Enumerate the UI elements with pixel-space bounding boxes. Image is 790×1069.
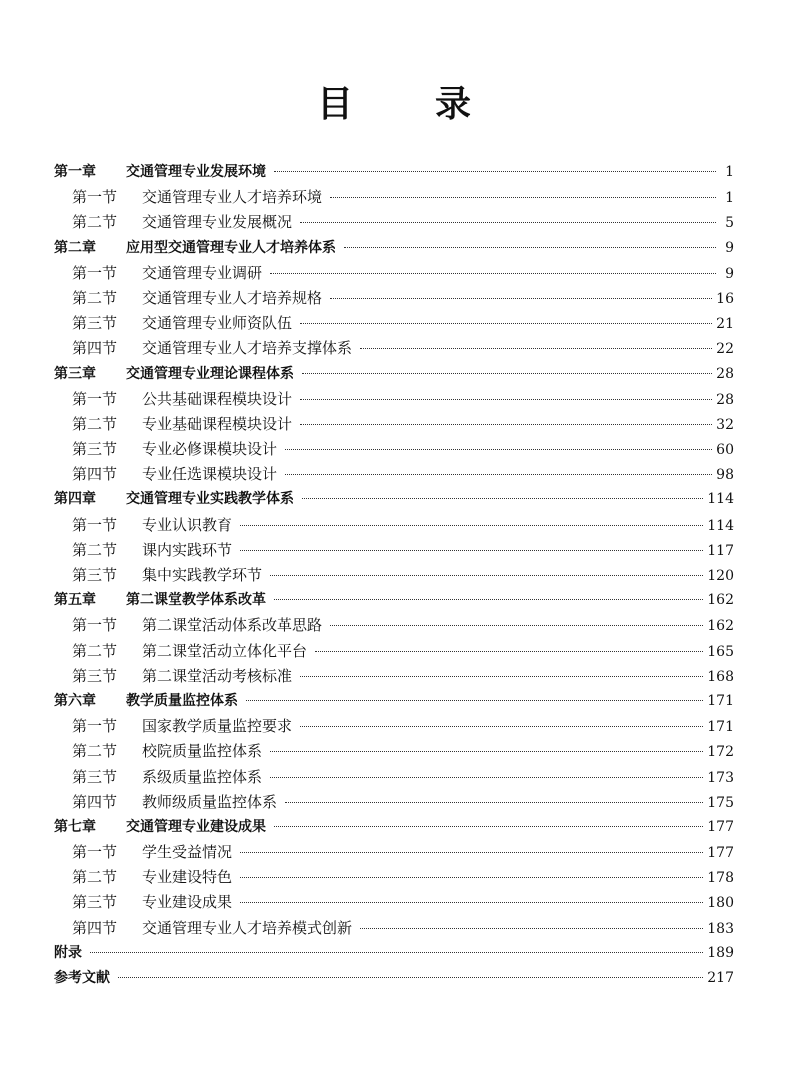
dot-leader [302, 498, 703, 499]
dot-leader [274, 599, 703, 600]
toc-entry-title: 第二课堂教学体系改革 [126, 592, 266, 609]
toc-entry-number: 第四章 [54, 491, 96, 508]
toc-section-entry[interactable] [54, 210, 734, 235]
toc-entry-number: 第三节 [72, 566, 118, 584]
toc-entry-page-number: 22 [716, 341, 734, 358]
toc-entry-page-number: 98 [716, 467, 734, 484]
toc-entry-number: 第五章 [54, 592, 96, 609]
toc-entry-number: 第二节 [72, 641, 118, 660]
toc-entry-number: 第三节 [72, 314, 118, 333]
toc-entry-title: 交通管理专业理论课程体系 [126, 365, 294, 382]
toc-entry-number: 第六章 [54, 692, 96, 709]
dot-leader [246, 700, 703, 701]
toc-section-entry[interactable] [54, 462, 734, 487]
toc-entry-page-number: 189 [707, 944, 734, 961]
toc-section-entry[interactable] [54, 739, 734, 764]
table-of-contents [54, 160, 734, 991]
toc-entry-title: 专业任选课模块设计 [142, 465, 278, 484]
toc-chapter-entry[interactable] [54, 941, 734, 966]
toc-entry-title: 专业必修课模块设计 [142, 440, 278, 459]
toc-entry-title: 附录 [54, 944, 82, 961]
toc-entry-number: 第二节 [72, 213, 118, 232]
toc-section-entry[interactable] [54, 261, 734, 286]
toc-entry-title: 专业建设特色 [142, 868, 233, 887]
dot-leader [330, 298, 712, 299]
toc-entry-number: 第四节 [72, 918, 118, 937]
toc-chapter-entry[interactable] [54, 362, 734, 387]
toc-entry-title: 专业认识教育 [142, 515, 233, 534]
toc-entry-number: 第三章 [54, 365, 96, 382]
toc-entry-number: 第四节 [72, 465, 118, 484]
toc-section-entry[interactable] [54, 639, 734, 664]
toc-entry-number: 第四节 [72, 339, 118, 358]
dot-leader [285, 802, 703, 803]
toc-entry-title: 集中实践教学环节 [142, 566, 263, 584]
toc-entry-title: 校院质量监控体系 [142, 742, 263, 761]
toc-entry-title: 交通管理专业人才培养模式创新 [142, 918, 353, 937]
toc-entry-page-number: 165 [707, 643, 734, 660]
dot-leader [118, 977, 703, 978]
toc-entry-number: 第三节 [72, 767, 118, 786]
toc-entry-number: 第三节 [72, 893, 118, 912]
toc-entry-title: 参考文献 [54, 970, 110, 986]
toc-entry-page-number: 172 [707, 744, 734, 761]
dot-leader [270, 777, 703, 778]
toc-section-entry[interactable] [54, 513, 734, 538]
toc-section-entry[interactable] [54, 311, 734, 336]
dot-leader [300, 424, 712, 425]
page-title-char-1: 目 [316, 84, 355, 125]
toc-section-entry[interactable] [54, 765, 734, 790]
toc-entry-page-number: 120 [707, 568, 734, 584]
toc-entry-number: 第一节 [72, 389, 118, 408]
toc-entry-number: 第四节 [72, 792, 118, 811]
toc-entry-page-number: 114 [707, 517, 734, 534]
toc-section-entry[interactable] [54, 286, 734, 311]
dot-leader [90, 952, 703, 953]
toc-entry-number: 第二节 [72, 288, 118, 307]
toc-entry-page-number: 28 [716, 391, 734, 408]
dot-leader [300, 399, 712, 400]
toc-entry-page-number: 9 [725, 265, 734, 282]
toc-entry-title: 专业基础课程模块设计 [142, 414, 293, 433]
toc-entry-number: 第二节 [72, 742, 118, 761]
toc-entry-page-number: 178 [707, 870, 734, 887]
toc-entry-number: 第二节 [72, 540, 118, 559]
toc-section-entry[interactable] [54, 336, 734, 361]
toc-entry-number: 第一节 [72, 717, 118, 736]
toc-section-entry[interactable] [54, 916, 734, 941]
toc-entry-title: 应用型交通管理专业人才培养体系 [126, 239, 336, 256]
dot-leader [274, 826, 703, 827]
toc-section-entry[interactable] [54, 664, 734, 689]
dot-leader [270, 273, 716, 274]
toc-section-entry[interactable] [54, 412, 734, 437]
toc-chapter-entry[interactable] [54, 487, 734, 512]
toc-entry-page-number: 32 [716, 416, 734, 433]
toc-entry-title: 交通管理专业调研 [142, 263, 263, 282]
toc-entry-page-number: 168 [707, 668, 734, 685]
dot-leader [240, 852, 703, 853]
toc-entry-title: 国家教学质量监控要求 [142, 717, 293, 736]
toc-section-entry[interactable] [54, 563, 734, 588]
dot-leader [240, 902, 703, 903]
toc-entry-title: 系级质量监控体系 [142, 767, 263, 786]
toc-entry-number: 第七章 [54, 818, 96, 835]
dot-leader [302, 373, 712, 374]
toc-entry-title: 交通管理专业人才培养环境 [142, 188, 323, 207]
toc-entry-page-number: 162 [707, 592, 734, 609]
toc-entry-page-number: 9 [725, 239, 734, 256]
toc-entry-page-number: 173 [707, 769, 734, 786]
toc-entry-title: 教师级质量监控体系 [142, 792, 278, 811]
toc-entry-page-number: 171 [707, 692, 734, 709]
dot-leader [330, 197, 716, 198]
dot-leader [285, 474, 712, 475]
toc-entry-title: 公共基础课程模块设计 [142, 389, 293, 408]
toc-entry-number: 第二章 [54, 239, 96, 256]
dot-leader [344, 247, 716, 248]
dot-leader [300, 222, 716, 223]
toc-entry-title: 交通管理专业发展概况 [142, 213, 293, 232]
toc-entry-title: 交通管理专业建设成果 [126, 818, 266, 835]
toc-entry-title: 第二课堂活动体系改革思路 [142, 616, 323, 635]
toc-entry-number: 第二节 [72, 414, 118, 433]
dot-leader [360, 348, 712, 349]
toc-entry-number: 第一节 [72, 515, 118, 534]
toc-chapter-entry[interactable] [54, 966, 734, 991]
toc-entry-title: 专业建设成果 [142, 893, 233, 912]
dot-leader [300, 676, 703, 677]
toc-entry-title: 课内实践环节 [142, 540, 233, 559]
toc-entry-page-number: 21 [716, 316, 734, 333]
dot-leader [285, 449, 712, 450]
toc-chapter-entry[interactable] [54, 689, 734, 714]
toc-chapter-entry[interactable] [54, 160, 734, 185]
toc-chapter-entry[interactable] [54, 815, 734, 840]
dot-leader [315, 651, 703, 652]
toc-entry-page-number: 114 [707, 491, 734, 508]
toc-entry-title: 第二课堂活动考核标准 [142, 666, 293, 685]
toc-chapter-entry[interactable] [54, 236, 734, 261]
toc-entry-page-number: 1 [725, 190, 734, 207]
toc-entry-number: 第一章 [54, 164, 96, 180]
toc-entry-page-number: 162 [707, 618, 734, 635]
toc-entry-page-number: 60 [716, 442, 734, 459]
toc-entry-number: 第三节 [72, 440, 118, 459]
toc-section-entry[interactable] [54, 538, 734, 563]
toc-entry-number: 第三节 [72, 666, 118, 685]
toc-section-entry[interactable] [54, 714, 734, 739]
toc-section-entry[interactable] [54, 613, 734, 638]
toc-section-entry[interactable] [54, 387, 734, 412]
toc-entry-title: 第二课堂活动立体化平台 [142, 641, 308, 660]
dot-leader [240, 525, 703, 526]
toc-entry-title: 交通管理专业师资队伍 [142, 314, 293, 333]
dot-leader [300, 323, 712, 324]
toc-entry-page-number: 171 [707, 719, 734, 736]
toc-entry-page-number: 177 [707, 845, 734, 862]
toc-entry-title: 交通管理专业实践教学体系 [126, 491, 294, 508]
toc-entry-number: 第一节 [72, 843, 118, 862]
toc-entry-page-number: 175 [707, 794, 734, 811]
toc-entry-page-number: 177 [707, 818, 734, 835]
dot-leader [330, 625, 703, 626]
toc-entry-page-number: 1 [725, 164, 734, 180]
toc-entry-title: 交通管理专业发展环境 [126, 164, 266, 180]
dot-leader [270, 575, 703, 576]
toc-entry-title: 交通管理专业人才培养支撑体系 [142, 339, 353, 358]
dot-leader [360, 928, 703, 929]
toc-section-entry[interactable] [54, 840, 734, 865]
toc-section-entry[interactable] [54, 185, 734, 210]
toc-entry-number: 第一节 [72, 616, 118, 635]
dot-leader [240, 877, 703, 878]
toc-entry-page-number: 217 [707, 970, 734, 986]
toc-section-entry[interactable] [54, 790, 734, 815]
page-title [0, 76, 790, 127]
dot-leader [300, 726, 703, 727]
toc-entry-page-number: 117 [707, 542, 734, 559]
toc-entry-title: 教学质量监控体系 [126, 692, 238, 709]
dot-leader [274, 171, 716, 172]
page-title-char-2: 录 [435, 84, 474, 125]
toc-entry-page-number: 183 [707, 920, 734, 937]
dot-leader [240, 550, 703, 551]
toc-entry-page-number: 16 [716, 290, 734, 307]
dot-leader [270, 751, 703, 752]
toc-entry-title: 交通管理专业人才培养规格 [142, 288, 323, 307]
toc-entry-page-number: 180 [707, 895, 734, 912]
toc-entry-number: 第二节 [72, 868, 118, 887]
toc-entry-page-number: 5 [725, 215, 734, 232]
toc-entry-page-number: 28 [716, 365, 734, 382]
toc-entry-title: 学生受益情况 [142, 843, 233, 862]
toc-entry-number: 第一节 [72, 263, 118, 282]
toc-chapter-entry[interactable] [54, 588, 734, 613]
toc-section-entry[interactable] [54, 437, 734, 462]
toc-entry-number: 第一节 [72, 188, 118, 207]
toc-section-entry[interactable] [54, 890, 734, 915]
toc-section-entry[interactable] [54, 865, 734, 890]
